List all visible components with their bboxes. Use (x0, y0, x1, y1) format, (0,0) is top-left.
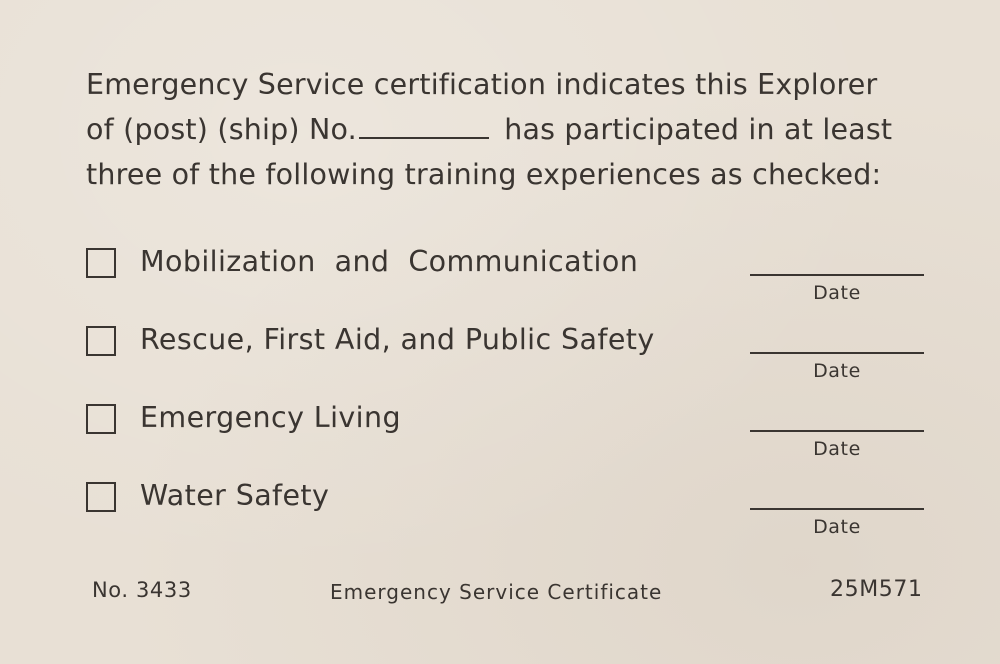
item-label-mobilization: Mobilization and Communication (140, 245, 639, 278)
date-field-water-safety[interactable] (750, 508, 924, 510)
training-item-water-safety (86, 476, 936, 536)
certificate-title: Emergency Service Certificate (330, 580, 663, 604)
date-field-mobilization[interactable] (750, 274, 924, 276)
checkbox-rescue[interactable] (86, 326, 116, 356)
intro-line-2-start: of (post) (ship) No. (86, 113, 357, 146)
print-code: 25M571 (830, 577, 923, 602)
checkbox-emergency-living[interactable] (86, 404, 116, 434)
date-field-rescue[interactable] (750, 352, 924, 354)
date-label-rescue: Date (813, 360, 861, 382)
item-label-emergency-living: Emergency Living (140, 401, 401, 434)
training-item-emergency-living (86, 398, 936, 458)
post-number-field[interactable] (359, 136, 489, 139)
checkbox-water-safety[interactable] (86, 482, 116, 512)
date-field-emergency-living[interactable] (750, 430, 924, 432)
date-label-mobilization: Date (813, 282, 861, 304)
intro-line-2-end: has participated in at least (504, 113, 893, 146)
intro-line-1: Emergency Service certification indicates this Explorer (86, 68, 878, 101)
date-label-emergency-living: Date (813, 438, 861, 460)
intro-paragraph (86, 62, 936, 197)
form-number: No. 3433 (92, 578, 192, 602)
checkbox-mobilization[interactable] (86, 248, 116, 278)
date-label-water-safety: Date (813, 516, 861, 538)
item-label-rescue: Rescue, First Aid, and Public Safety (140, 323, 655, 356)
item-label-water-safety: Water Safety (140, 479, 330, 512)
training-item-mobilization (86, 242, 936, 302)
intro-line-3: three of the following training experiences as checked: (86, 158, 882, 191)
training-item-rescue (86, 320, 936, 380)
